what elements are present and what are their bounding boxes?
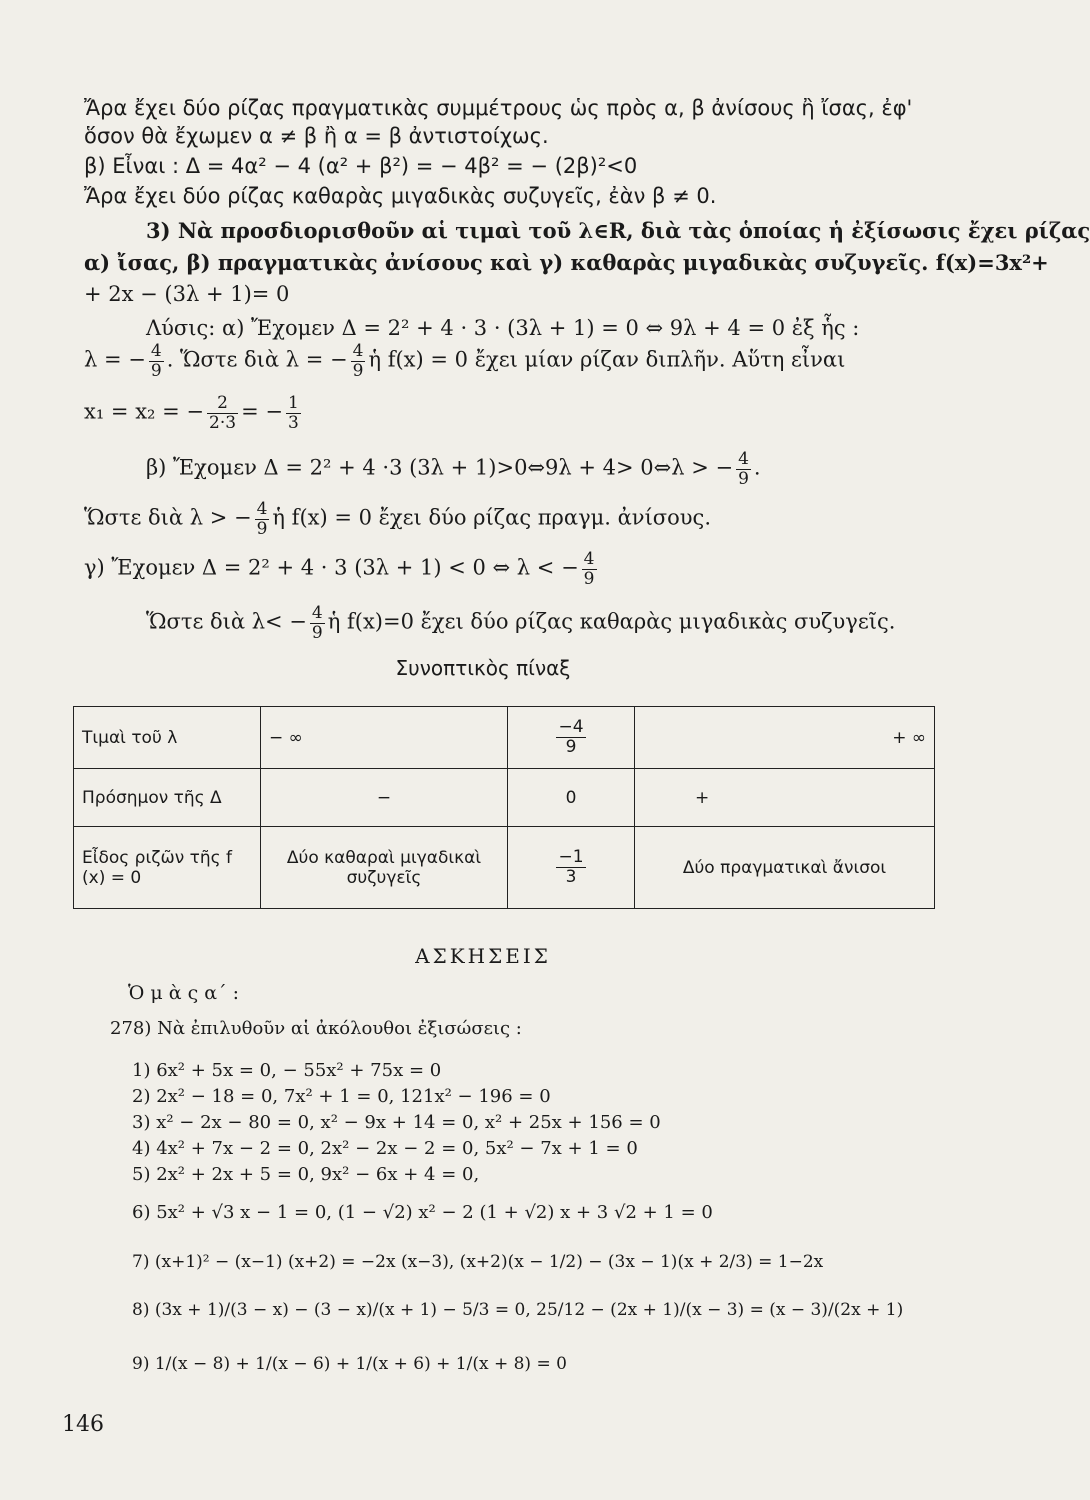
exercise-item: 9) 1/(x − 8) + 1/(x − 6) + 1/(x + 6) + 1/(x + 8) = 0: [132, 1354, 567, 1374]
row-label: Εἶδος ριζῶν τῆς f (x) = 0: [74, 827, 261, 909]
exercise-intro: 278) Νὰ ἐπιλυθοῦν αἱ ἀκόλουθοι ἐξισώσεις :: [110, 1018, 522, 1039]
exercise-item: 5) 2x² + 2x + 5 = 0, 9x² − 6x + 4 = 0,: [132, 1164, 480, 1185]
exercise-item: 1) 6x² + 5x = 0, − 55x² + 75x = 0: [132, 1060, 442, 1081]
cell: −: [261, 769, 508, 827]
text-line: Ἄρα ἔχει δύο ρίζας πραγματικὰς συμμέτρους ὡς πρὸς α, β ἀνίσους ἢ ἴσας, ἐφ': [84, 96, 913, 120]
solution-line: Λύσις: α) Ἔχομεν Δ = 2² + 4 · 3 · (3λ + 1) = 0 ⇔ 9λ + 4 = 0 ἐξ ἧς :: [146, 316, 860, 340]
math-line: γ) Ἔχομεν Δ = 2² + 4 · 3 (3λ + 1) < 0 ⇔ λ < − $\frac{4}{9}$: [84, 549, 595, 589]
exercise-item: 7) (x+1)² − (x−1) (x+2) = −2x (x−3), (x+2)(x − 1/2) − (3x − 1)(x + 2/3) = 1−2x: [132, 1252, 824, 1272]
math-text: . Ὥστε διὰ λ = −: [166, 347, 348, 372]
row-label: Τιμαὶ τοῦ λ: [74, 707, 261, 769]
cell: 0: [508, 769, 635, 827]
text-line: + 2x − (3λ + 1)= 0: [84, 282, 290, 306]
cell: + ∞: [635, 707, 935, 769]
math-text: λ = −: [84, 347, 146, 372]
exercise-item: 3) x² − 2x − 80 = 0, x² − 9x + 14 = 0, x² + 25x + 156 = 0: [132, 1112, 661, 1133]
cell: +: [635, 769, 935, 827]
cell: − ∞: [261, 707, 508, 769]
cell: Δύο καθαραὶ μιγαδικαὶ συζυγεῖς: [261, 827, 508, 909]
math-line: β) Ἔχομεν Δ = 2² + 4 ·3 (3λ + 1)>0⇔9λ + 4> 0⇔λ > − $\frac{4}{9}$ .: [146, 449, 761, 489]
math-line: x₁ = x₂ = − $\frac{2}{2\cdot 3}$ = − $\frac{1}{3}$: [84, 393, 299, 433]
exercise-item: 4) 4x² + 7x − 2 = 0, 2x² − 2x − 2 = 0, 5x² − 7x + 1 = 0: [132, 1138, 638, 1159]
table-title: Συνοπτικὸς πίναξ: [395, 656, 571, 680]
exercise-item: 6) 5x² + √3 x − 1 = 0, (1 − √2) x² − 2 (1 + √2) x + 3 √2 + 1 = 0: [132, 1202, 713, 1223]
cell: Δύο πραγματικαὶ ἄνισοι: [635, 827, 935, 909]
group-label: Ὁ μ ὰ ς α΄ :: [128, 982, 240, 1004]
fraction: $\frac{4}{9}$: [352, 341, 364, 381]
fraction: $\frac{2}{2\cdot 3}$: [209, 393, 237, 433]
math-line: [84, 342, 845, 380]
fraction: $\frac{4}{9}$: [583, 549, 595, 589]
page-number: 146: [62, 1412, 104, 1437]
math-line: Ὥστε διὰ λ > − $\frac{4}{9}$ ἡ f(x) = 0 ἔχει δύο ρίζας πραγμ. ἀνίσους.: [84, 499, 711, 539]
summary-table: [73, 706, 935, 909]
problem-heading: 3) Νὰ προσδιορισθοῦν αἱ τιμαὶ τοῦ λ∈R, διὰ τὰς ὁποίας ἡ ἐξίσωσις ἔχει ρίζας: [146, 218, 1090, 243]
cell: $\frac{-1}{3}$: [508, 827, 635, 909]
row-label: Πρόσημον τῆς Δ: [74, 769, 261, 827]
section-heading: ΑΣΚΗΣΕΙΣ: [415, 944, 551, 968]
text-line: ὅσον θὰ ἔχωμεν α ≠ β ἢ α = β ἀντιστοίχως.: [84, 124, 549, 148]
fraction: $\frac{4}{9}$: [150, 341, 162, 381]
cell: $\frac{-4}{9}$: [508, 707, 635, 769]
text-line: Ἄρα ἔχει δύο ρίζας καθαρὰς μιγαδικὰς συζυγεῖς, ἐὰν β ≠ 0.: [84, 184, 717, 208]
fraction: $\frac{4}{9}$: [256, 499, 268, 539]
math-line: Ὥστε διὰ λ< − $\frac{4}{9}$ ἡ f(x)=0 ἔχει δύο ρίζας καθαρὰς μιγαδικὰς συζυγεῖς.: [146, 603, 896, 643]
exercise-item: 2) 2x² − 18 = 0, 7x² + 1 = 0, 121x² − 196 = 0: [132, 1086, 551, 1107]
text-line: β) Εἶναι : Δ = 4α² − 4 (α² + β²) = − 4β² = − (2β)²<0: [84, 154, 638, 178]
fraction: $\frac{1}{3}$: [287, 393, 299, 433]
fraction: $\frac{4}{9}$: [738, 449, 749, 489]
exercise-item: 8) (3x + 1)/(3 − x) − (3 − x)/(x + 1) − 5/3 = 0, 25/12 − (2x + 1)/(x − 3) = (x − 3)/(2x + 1): [132, 1300, 904, 1320]
math-text: ἡ f(x) = 0 ἔχει μίαν ρίζαν διπλῆν. Αὕτη εἶναι: [368, 347, 846, 372]
problem-heading: α) ἴσας, β) πραγματικὰς ἀνίσους καὶ γ) καθαρὰς μιγαδικὰς συζυγεῖς. f(x)=3x²+: [84, 250, 1049, 275]
fraction: $\frac{4}{9}$: [311, 603, 323, 643]
